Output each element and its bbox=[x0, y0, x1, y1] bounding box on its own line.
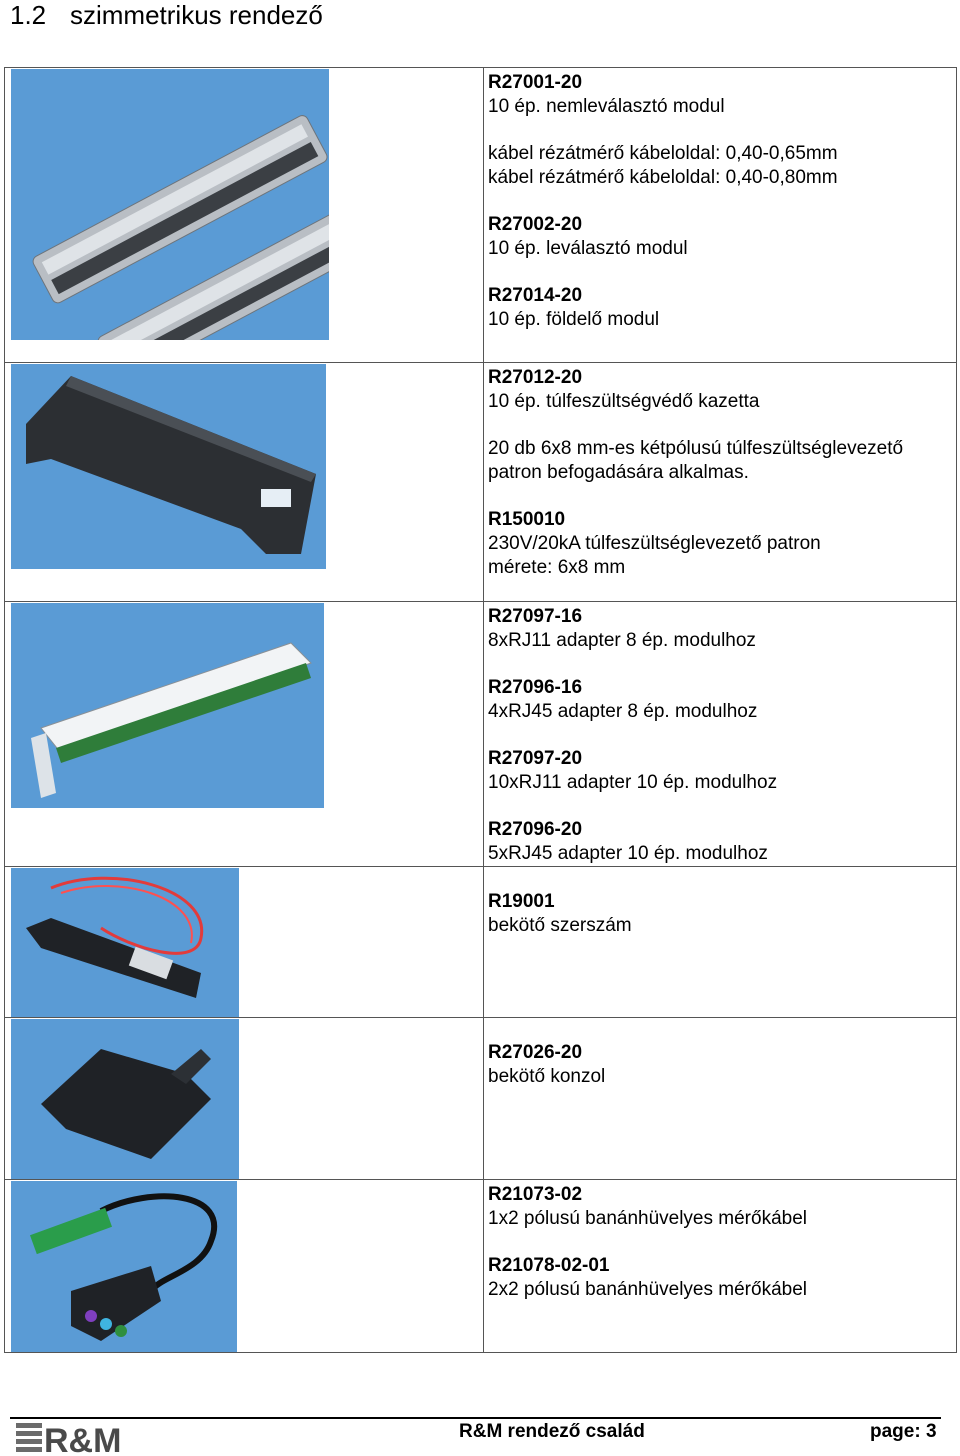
section-heading bbox=[10, 0, 323, 30]
product-block bbox=[488, 1183, 956, 1231]
lsa-disconnection-modules-photo-icon bbox=[11, 69, 329, 340]
product-description: bekötő konzol bbox=[488, 1066, 606, 1087]
product-row bbox=[5, 1018, 957, 1180]
product-block bbox=[488, 284, 956, 332]
product-image-cell bbox=[5, 1180, 484, 1353]
product-row bbox=[5, 68, 957, 363]
product-description: 10 ép. földelő modul bbox=[488, 309, 660, 330]
section-title: szimmetrikus rendező bbox=[70, 0, 323, 30]
rm-logo-icon bbox=[16, 1420, 140, 1454]
product-description: kábel rézátmérő kábeloldal: 0,40-0,65mm bbox=[488, 143, 838, 164]
product-block bbox=[488, 71, 956, 119]
product-description: 5xRJ45 adapter 10 ép. modulhoz bbox=[488, 843, 768, 864]
insertion-tool-photo-icon bbox=[11, 868, 239, 1017]
product-text-cell bbox=[484, 363, 957, 602]
page-number: 3 bbox=[925, 1421, 937, 1442]
product-block bbox=[488, 142, 956, 190]
product-description: 10 ép. túlfeszültségvédő kazetta bbox=[488, 391, 760, 412]
surge-protection-magazine-photo-icon bbox=[11, 364, 326, 569]
product-description: 20 db 6x8 mm-es kétpólusú túlfeszültséglevezető bbox=[488, 438, 904, 459]
footer-page-number bbox=[870, 1420, 937, 1444]
rj-adapter-photo-icon bbox=[11, 603, 324, 808]
product-code: R27096-20 bbox=[488, 819, 583, 840]
product-code: R27026-20 bbox=[488, 1042, 583, 1063]
product-block bbox=[488, 1254, 956, 1302]
product-code: R27014-20 bbox=[488, 285, 583, 306]
product-description: 8xRJ11 adapter 8 ép. modulhoz bbox=[488, 630, 756, 651]
product-block bbox=[488, 605, 956, 653]
product-description: kábel rézátmérő kábeloldal: 0,40-0,80mm bbox=[488, 167, 838, 188]
product-image-cell bbox=[5, 363, 484, 602]
test-cable-photo-icon bbox=[11, 1181, 237, 1352]
footer-rule bbox=[10, 1417, 941, 1419]
product-block bbox=[488, 890, 956, 938]
wiring-bracket-photo-icon bbox=[11, 1019, 239, 1179]
product-code: R150010 bbox=[488, 509, 566, 530]
product-block bbox=[488, 1041, 956, 1089]
product-description: 4xRJ45 adapter 8 ép. modulhoz bbox=[488, 701, 758, 722]
product-row bbox=[5, 867, 957, 1018]
product-code: R27002-20 bbox=[488, 214, 583, 235]
product-description: 1x2 pólusú banánhüvelyes mérőkábel bbox=[488, 1208, 807, 1229]
footer-title: R&M rendező család bbox=[459, 1421, 645, 1442]
product-block bbox=[488, 213, 956, 261]
product-table bbox=[4, 67, 957, 1353]
product-row bbox=[5, 1180, 957, 1353]
product-code: R21078-02-01 bbox=[488, 1255, 610, 1276]
product-row bbox=[5, 602, 957, 867]
product-image-cell bbox=[5, 1018, 484, 1180]
product-row bbox=[5, 363, 957, 602]
page-label: page: bbox=[870, 1421, 921, 1442]
product-text-cell bbox=[484, 602, 957, 867]
product-code: R27097-20 bbox=[488, 748, 583, 769]
product-text-cell bbox=[484, 867, 957, 1018]
product-image-cell bbox=[5, 867, 484, 1018]
product-description: mérete: 6x8 mm bbox=[488, 557, 626, 578]
product-description: patron befogadására alkalmas. bbox=[488, 462, 749, 483]
product-block bbox=[488, 508, 956, 580]
product-block bbox=[488, 818, 956, 866]
logo-text: R&M bbox=[44, 1422, 122, 1454]
product-description: bekötő szerszám bbox=[488, 915, 632, 936]
product-description: 10xRJ11 adapter 10 ép. modulhoz bbox=[488, 772, 778, 793]
product-description: 230V/20kA túlfeszültséglevezető patron bbox=[488, 533, 821, 554]
product-text-cell bbox=[484, 1180, 957, 1353]
product-text-cell bbox=[484, 1018, 957, 1180]
product-code: R27097-16 bbox=[488, 606, 583, 627]
product-description: 2x2 pólusú banánhüvelyes mérőkábel bbox=[488, 1279, 807, 1300]
product-code: R21073-02 bbox=[488, 1184, 583, 1205]
product-block bbox=[488, 676, 956, 724]
product-block bbox=[488, 366, 956, 414]
product-description: 10 ép. leválasztó modul bbox=[488, 238, 688, 259]
product-code: R19001 bbox=[488, 891, 555, 912]
product-block bbox=[488, 437, 956, 485]
product-description: 10 ép. nemleválasztó modul bbox=[488, 96, 725, 117]
product-text-cell bbox=[484, 68, 957, 363]
section-number: 1.2 bbox=[10, 0, 47, 30]
product-code: R27012-20 bbox=[488, 367, 583, 388]
product-code: R27001-20 bbox=[488, 72, 583, 93]
product-code: R27096-16 bbox=[488, 677, 583, 698]
product-image-cell bbox=[5, 68, 484, 363]
product-image-cell bbox=[5, 602, 484, 867]
product-block bbox=[488, 747, 956, 795]
